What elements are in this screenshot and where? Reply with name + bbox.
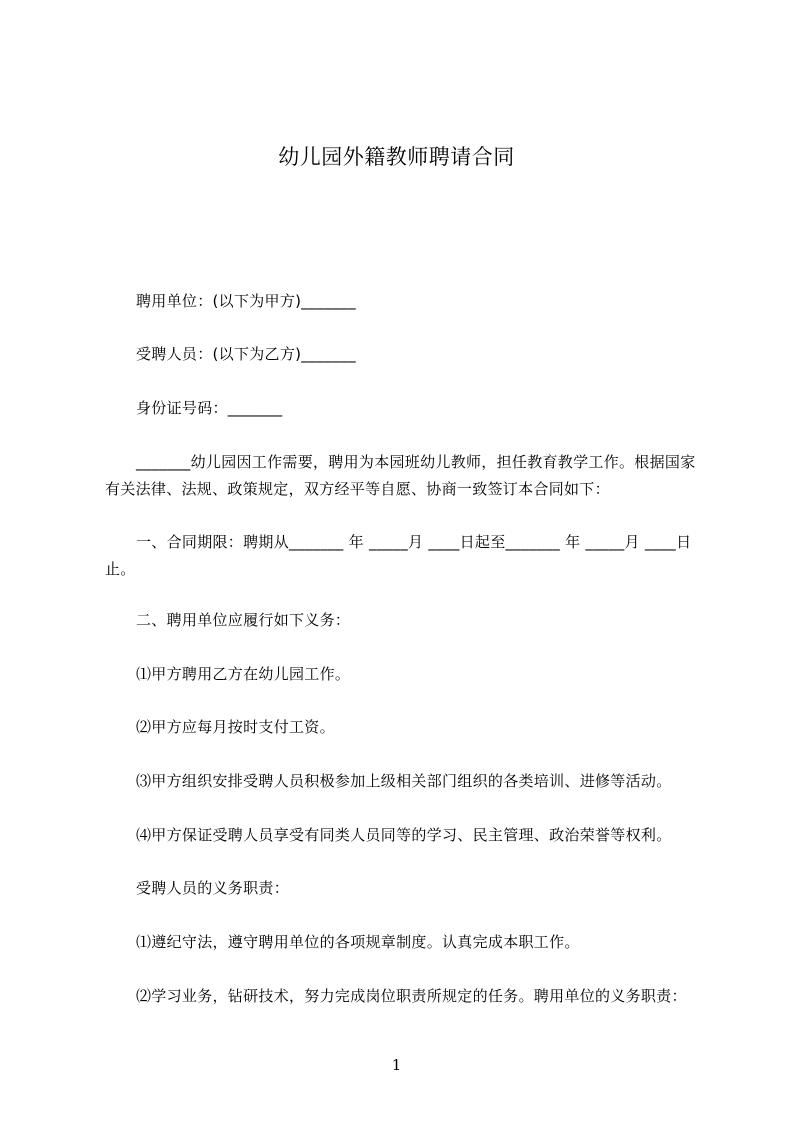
- paragraph-contract-term: 一、合同期限：聘期从_______ 年 _____月 ____日起至_______ 年 _____月 ____日止。: [105, 533, 692, 578]
- paragraph-duty-1: ⑴遵纪守法，遵守聘用单位的各项规章制度。认真完成本职工作。: [136, 933, 580, 951]
- paragraph-obligation-2: ⑵甲方应每月按时支付工资。: [136, 718, 335, 736]
- paragraph-employer-obligations-heading: 二、聘用单位应履行如下义务：: [136, 611, 351, 629]
- paragraph-obligation-3: ⑶甲方组织安排受聘人员积极参加上级相关部门组织的各类培训、进修等活动。: [136, 772, 672, 790]
- paragraph-obligation-1: ⑴甲方聘用乙方在幼儿园工作。: [136, 665, 351, 683]
- paragraph-employee: 受聘人员：(以下为乙方)_______: [136, 345, 356, 363]
- paragraph-employer: 聘用单位：(以下为甲方)_______: [136, 292, 356, 310]
- paragraph-id-number: 身份证号码：_______: [136, 399, 283, 417]
- page-number: 1: [391, 1056, 402, 1074]
- paragraph-employee-duties-heading: 受聘人员的义务职责：: [136, 879, 290, 897]
- document-title: 幼儿园外籍教师聘请合同: [278, 145, 515, 169]
- paragraph-preamble: _______幼儿园因工作需要，聘用为本园班幼儿教师，担任教育教学工作。根据国家有关法律、法规、政策规定，双方经平等自愿、协商一致签订本合同如下：: [105, 453, 696, 498]
- paragraph-obligation-4: ⑷甲方保证受聘人员享受有同类人员同等的学习、民主管理、政治荣誉等权利。: [136, 826, 672, 844]
- paragraph-duty-2: ⑵学习业务，钻研技术，努力完成岗位职责所规定的任务。聘用单位的义务职责：: [136, 987, 687, 1005]
